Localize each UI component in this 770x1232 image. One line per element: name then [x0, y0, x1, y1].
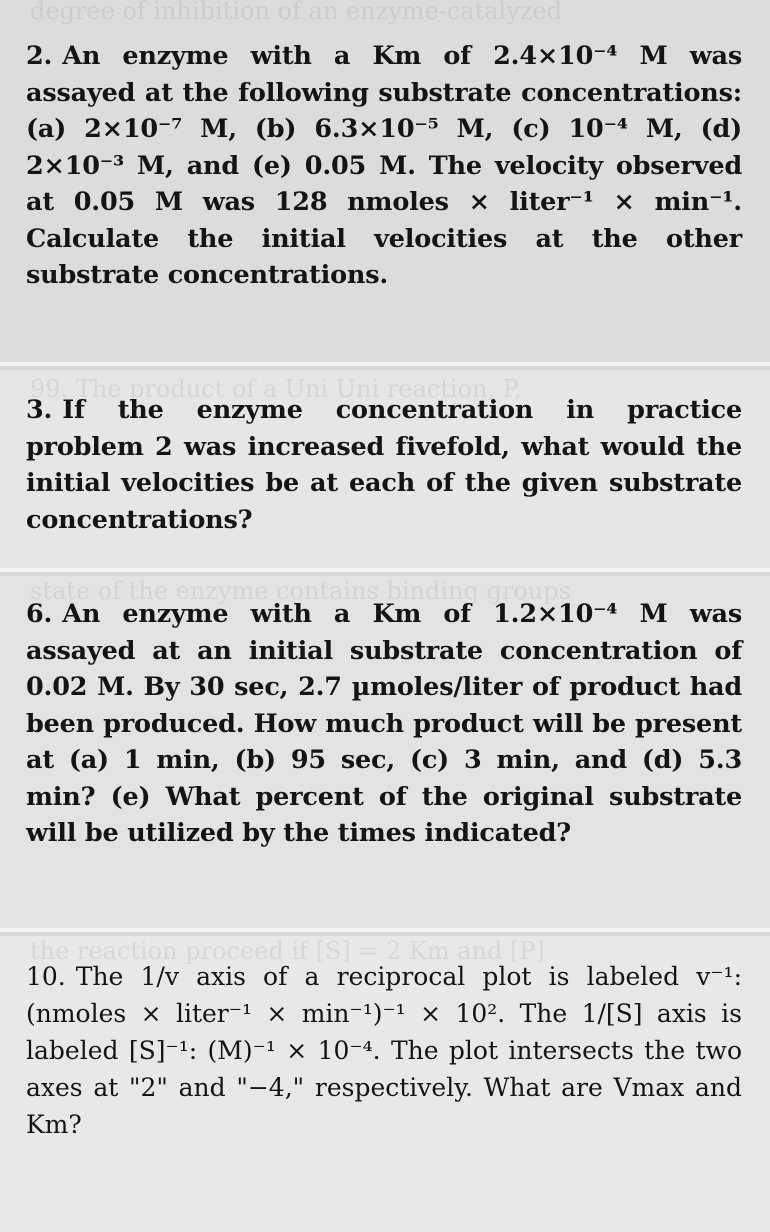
bleed-through-text: the reaction proceed if [S] = 2 Km and [P] — [30, 937, 545, 965]
problem-number: 3. — [26, 395, 53, 425]
problem-number: 10. — [26, 962, 66, 991]
problem-text: An enzyme with a Km of 1.2×10⁻⁴ M was assayed at an initial substrate concentration of 0.02 M. By 30 sec, 2.7 µmoles/liter of product had been produced. How much product will be present at (a) 1 min, (b) 95 sec, (c) 3 min, and (d) 5.3 min? (e) What percent of the original substrate will be utilized by the times indicated? — [26, 599, 742, 848]
problem-text: An enzyme with a Km of 2.4×10⁻⁴ M was assayed at the following substrate concentrations: (a) 2×10⁻⁷ M, (b) 6.3×10⁻⁵ M, (c) 10⁻⁴ M, (d) 2×10⁻³ M, and (e) 0.05 M. The velocity observed at 0.05 M was 128 nmoles × liter⁻¹ × min⁻¹. Calculate the initial velocities at the other substrate concentrations. — [26, 41, 742, 290]
problem-3-panel — [0, 370, 770, 572]
problem-2 — [26, 38, 742, 294]
problem-10 — [26, 958, 742, 1143]
problem-10-panel — [0, 936, 770, 1232]
bleed-through-text: state of the enzyme contains binding groups — [30, 577, 571, 605]
problem-number: 6. — [26, 599, 53, 629]
problem-number: 2. — [26, 41, 53, 71]
problem-6 — [26, 596, 742, 852]
bleed-through-text: 99. The product of a Uni Uni reaction, P, — [30, 375, 522, 403]
problem-6-panel — [0, 576, 770, 932]
bleed-through-text: degree of inhibition of an enzyme-catalyzed — [30, 0, 562, 25]
problem-text: The 1/v axis of a reciprocal plot is labeled v⁻¹: (nmoles × liter⁻¹ × min⁻¹)⁻¹ × 10². The 1/[S] axis is labeled [S]⁻¹: (M)⁻¹ × 10⁻⁴. The plot intersects the two axes at "2" and "−4," respectively. What are Vmax and Km? — [26, 962, 742, 1139]
problem-2-panel — [0, 0, 770, 366]
problem-3 — [26, 392, 742, 538]
problem-text: If the enzyme concentration in practice problem 2 was increased fivefold, what would the initial velocities be at each of the given substrate concentrations? — [26, 395, 742, 535]
